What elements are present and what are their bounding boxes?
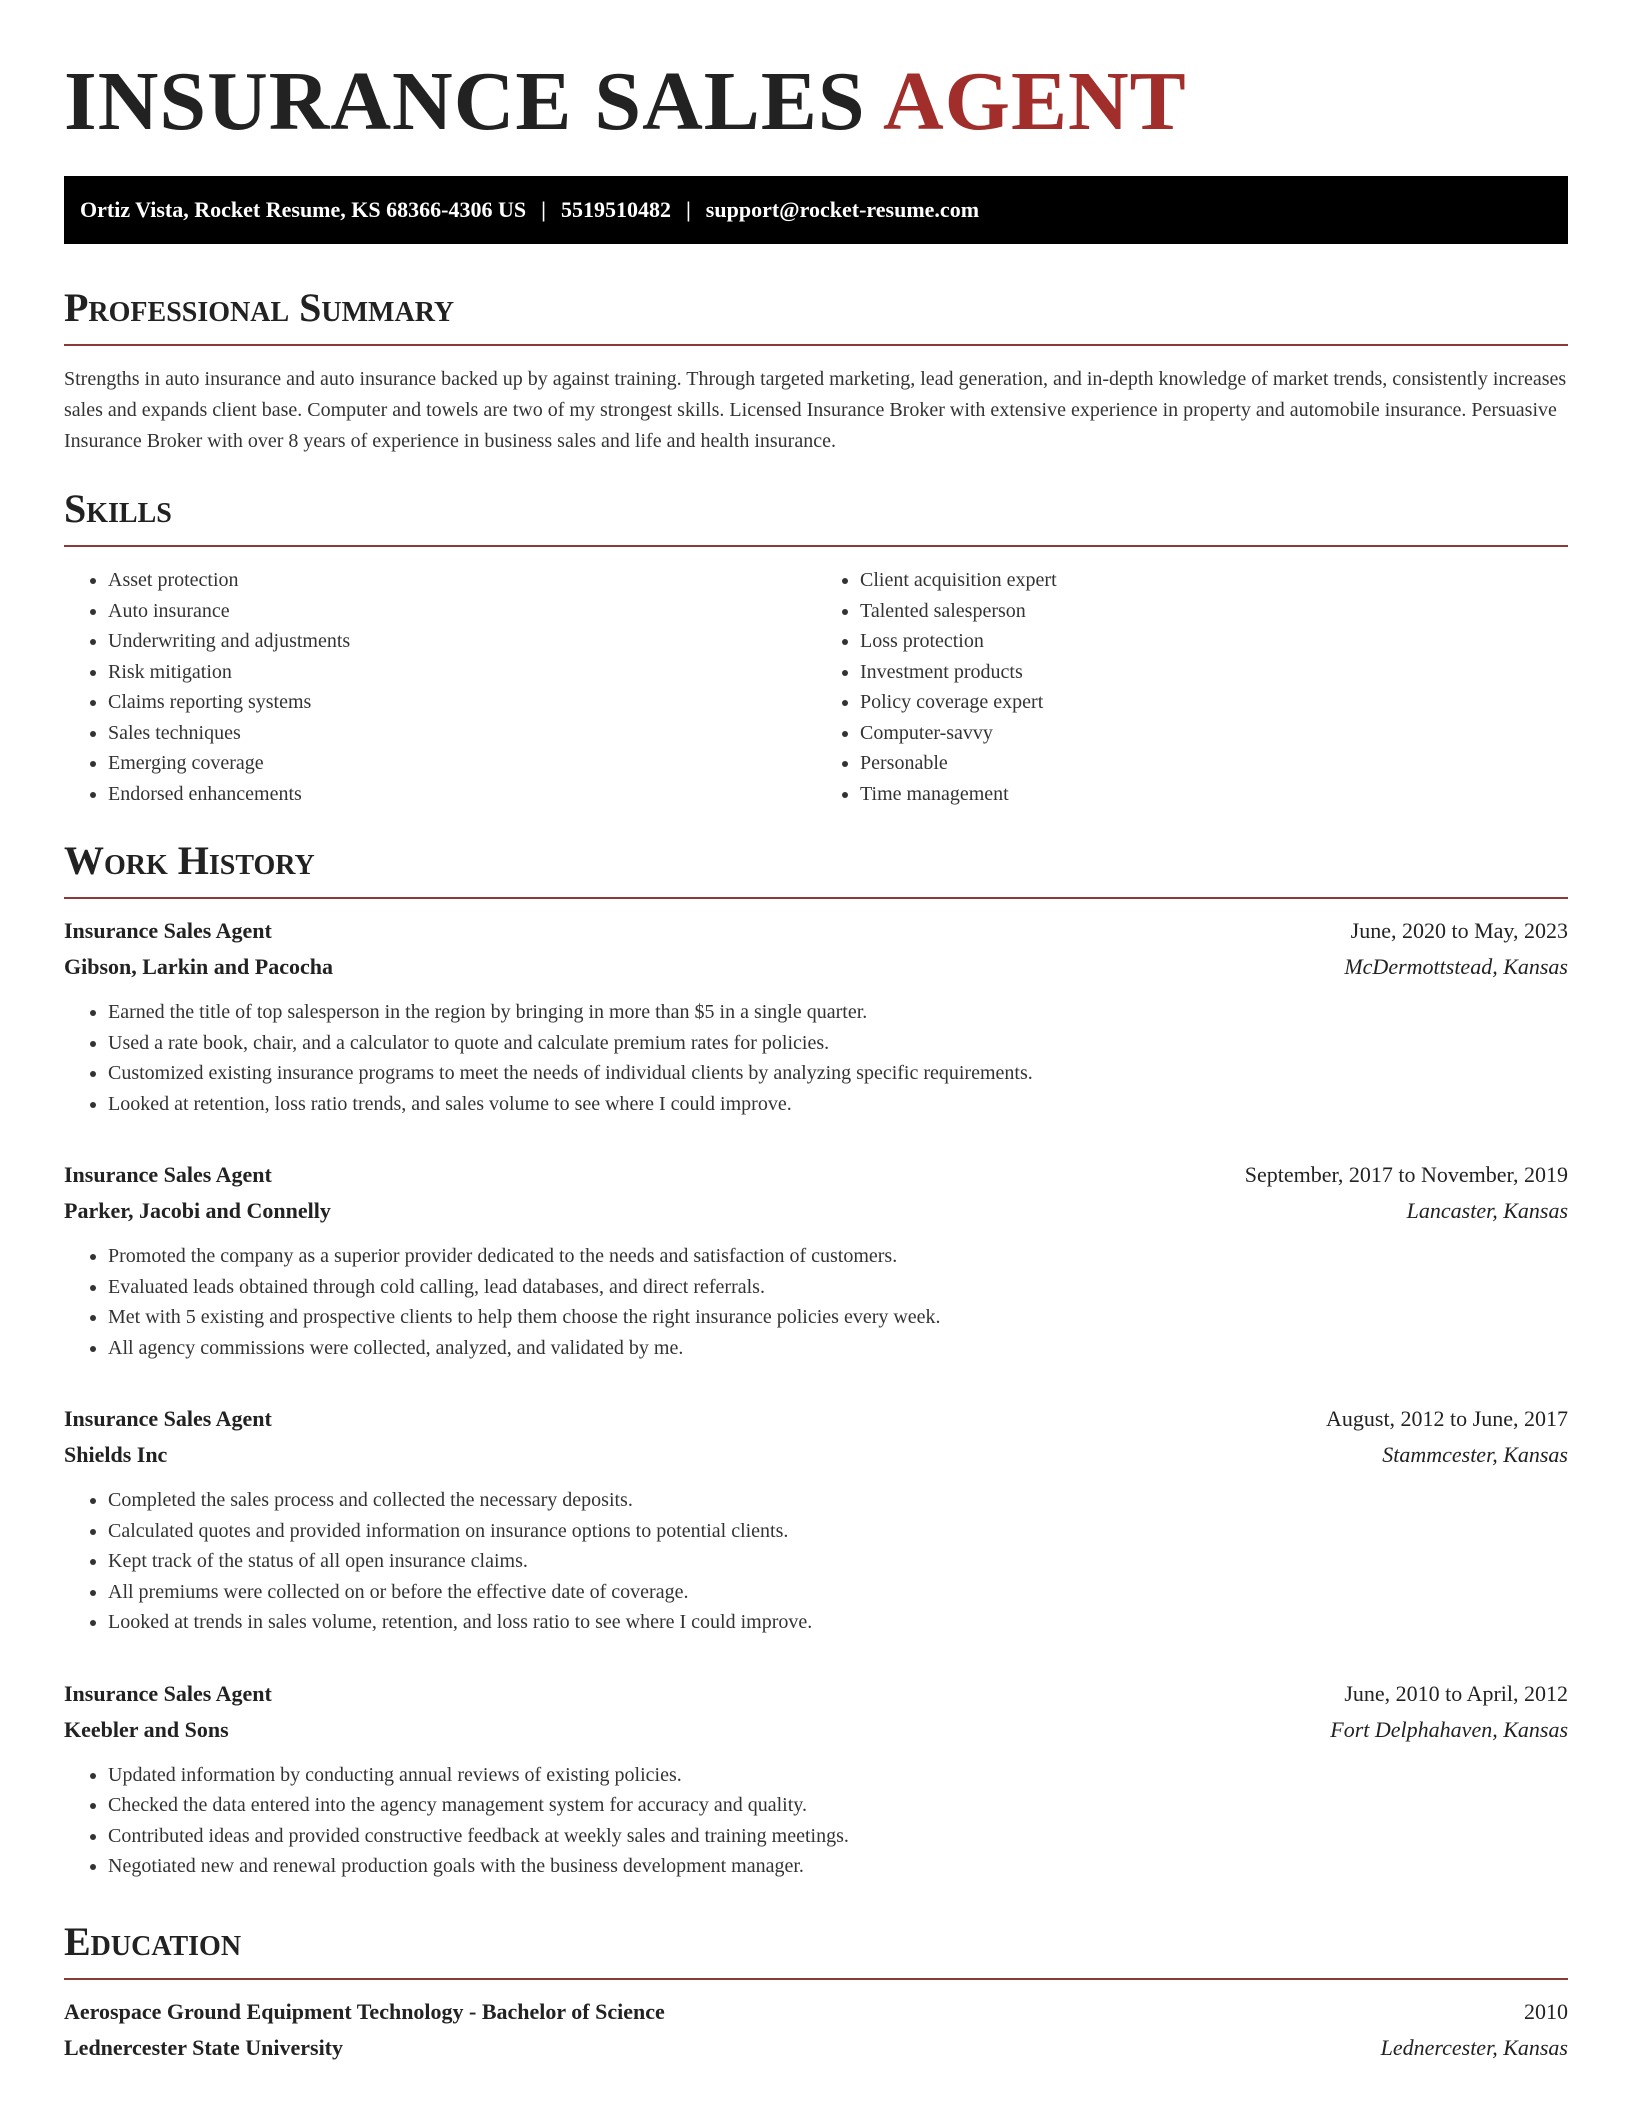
job-bullets bbox=[64, 997, 1568, 1119]
contact-email: support@rocket-resume.com bbox=[705, 197, 980, 222]
skills-columns bbox=[64, 565, 1568, 809]
skill-item: • Underwriting and adjustments bbox=[108, 626, 816, 657]
job-title: Insurance Sales Agent bbox=[64, 1680, 272, 1706]
job-entry bbox=[64, 913, 1568, 1119]
education-row-degree bbox=[64, 1994, 1568, 2030]
education-location: Lednercester, Kansas bbox=[1380, 2034, 1568, 2060]
section-title-skills: Skills bbox=[64, 486, 172, 531]
skills-list-right bbox=[816, 565, 1568, 809]
skill-item: • Policy coverage expert bbox=[860, 687, 1568, 718]
section-divider bbox=[64, 1978, 1568, 1980]
contact-separator: | bbox=[541, 197, 546, 222]
education-year: 2010 bbox=[1524, 1998, 1568, 2024]
job-list bbox=[64, 913, 1568, 1882]
job-bullet: • Evaluated leads obtained through cold calling, lead databases, and direct referrals. bbox=[108, 1272, 1568, 1303]
skill-item: • Sales techniques bbox=[108, 718, 816, 749]
contact-address: Ortiz Vista, Rocket Resume, KS 68366-4306 US bbox=[80, 197, 527, 222]
section-divider bbox=[64, 344, 1568, 346]
job-header-row bbox=[64, 1157, 1568, 1193]
job-bullets bbox=[64, 1241, 1568, 1363]
skill-item: • Computer-savvy bbox=[860, 718, 1568, 749]
education-degree: Aerospace Ground Equipment Technology - Bachelor of Science bbox=[64, 1998, 665, 2024]
job-bullets bbox=[64, 1485, 1568, 1638]
job-company-row bbox=[64, 1193, 1568, 1229]
job-location: McDermottstead, Kansas bbox=[1344, 954, 1568, 979]
job-bullet: • Updated information by conducting annual reviews of existing policies. bbox=[108, 1760, 1568, 1791]
job-entry bbox=[64, 1676, 1568, 1882]
job-bullet: • Negotiated new and renewal production goals with the business development manager. bbox=[108, 1851, 1568, 1882]
skill-item: • Claims reporting systems bbox=[108, 687, 816, 718]
job-bullet: • Looked at retention, loss ratio trends, and sales volume to see where I could improve. bbox=[108, 1089, 1568, 1120]
job-header-row bbox=[64, 1401, 1568, 1437]
skill-item: • Client acquisition expert bbox=[860, 565, 1568, 596]
skill-item: • Investment products bbox=[860, 657, 1568, 688]
job-entry bbox=[64, 1157, 1568, 1363]
resume-name bbox=[64, 52, 1568, 152]
job-header-row bbox=[64, 913, 1568, 949]
skill-item: • Risk mitigation bbox=[108, 657, 816, 688]
section-divider bbox=[64, 897, 1568, 899]
job-title: Insurance Sales Agent bbox=[64, 918, 272, 943]
job-bullet: • Promoted the company as a superior provider dedicated to the needs and satisfaction of customers. bbox=[108, 1241, 1568, 1272]
job-header-row bbox=[64, 1676, 1568, 1712]
job-bullet: • Earned the title of top salesperson in the region by bringing in more than $5 in a single quarter. bbox=[108, 997, 1568, 1028]
contact-bar bbox=[64, 176, 1568, 244]
summary-section bbox=[64, 286, 1568, 457]
section-title-summary: Professional Summary bbox=[64, 285, 455, 330]
job-title: Insurance Sales Agent bbox=[64, 1162, 272, 1187]
job-company-row bbox=[64, 1712, 1568, 1748]
job-dates: September, 2017 to November, 2019 bbox=[1244, 1162, 1568, 1187]
skill-item: • Emerging coverage bbox=[108, 748, 816, 779]
job-company: Parker, Jacobi and Connelly bbox=[64, 1198, 331, 1223]
contact-phone: 5519510482 bbox=[560, 197, 671, 222]
job-bullet: • Looked at trends in sales volume, retention, and loss ratio to see where I could improve. bbox=[108, 1607, 1568, 1638]
education-row-school bbox=[64, 2030, 1568, 2066]
job-dates: June, 2020 to May, 2023 bbox=[1350, 918, 1568, 943]
contact-separator: | bbox=[685, 197, 691, 222]
job-dates: June, 2010 to April, 2012 bbox=[1344, 1680, 1568, 1706]
skill-item: • Personable bbox=[860, 748, 1568, 779]
name-first: INSURANCE SALES bbox=[64, 55, 866, 148]
job-company: Gibson, Larkin and Pacocha bbox=[64, 954, 333, 979]
skill-item: • Talented salesperson bbox=[860, 596, 1568, 627]
job-bullet: • Customized existing insurance programs to meet the needs of individual clients by analyzing specific requirements. bbox=[108, 1058, 1568, 1089]
education-section bbox=[64, 1920, 1568, 2066]
skills-list-left bbox=[64, 565, 816, 809]
job-bullets bbox=[64, 1760, 1568, 1882]
job-company: Shields Inc bbox=[64, 1442, 168, 1467]
skill-item: • Auto insurance bbox=[108, 596, 816, 627]
job-location: Lancaster, Kansas bbox=[1406, 1198, 1568, 1223]
job-entry bbox=[64, 1401, 1568, 1638]
skill-item: • Time management bbox=[860, 779, 1568, 810]
work-section bbox=[64, 839, 1568, 1882]
job-bullet: • Checked the data entered into the agency management system for accuracy and quality. bbox=[108, 1790, 1568, 1821]
job-title: Insurance Sales Agent bbox=[64, 1406, 272, 1431]
job-location: Stammcester, Kansas bbox=[1382, 1442, 1568, 1467]
skill-item: • Asset protection bbox=[108, 565, 816, 596]
name-last: AGENT bbox=[882, 55, 1187, 148]
job-bullet: • Used a rate book, chair, and a calculator to quote and calculate premium rates for policies. bbox=[108, 1028, 1568, 1059]
section-title-work: Work History bbox=[64, 838, 315, 883]
job-bullet: • All premiums were collected on or before the effective date of coverage. bbox=[108, 1577, 1568, 1608]
job-bullet: • Completed the sales process and collected the necessary deposits. bbox=[108, 1485, 1568, 1516]
skills-section bbox=[64, 487, 1568, 809]
job-dates: August, 2012 to June, 2017 bbox=[1326, 1406, 1568, 1431]
job-bullet: • Contributed ideas and provided constructive feedback at weekly sales and training meetings. bbox=[108, 1821, 1568, 1852]
job-bullet: • Kept track of the status of all open insurance claims. bbox=[108, 1546, 1568, 1577]
job-company-row bbox=[64, 1437, 1568, 1473]
section-divider bbox=[64, 545, 1568, 547]
job-company: Keebler and Sons bbox=[64, 1716, 229, 1742]
job-bullet: • Calculated quotes and provided information on insurance options to potential clients. bbox=[108, 1516, 1568, 1547]
job-bullet: • Met with 5 existing and prospective clients to help them choose the right insurance policies every week. bbox=[108, 1302, 1568, 1333]
job-bullet: • All agency commissions were collected, analyzed, and validated by me. bbox=[108, 1333, 1568, 1364]
job-location: Fort Delphahaven, Kansas bbox=[1330, 1716, 1568, 1742]
skill-item: • Loss protection bbox=[860, 626, 1568, 657]
section-title-education: Education bbox=[64, 1918, 242, 1964]
job-company-row bbox=[64, 949, 1568, 985]
education-school: Lednercester State University bbox=[64, 2034, 344, 2060]
summary-text: Strengths in auto insurance and auto insurance backed up by against training. Through targeted marketing, lead generation, and in-depth knowledge of market trends, consistently increases sales and expands client base. Computer and towels are two of my strongest skills. Licensed Insurance Broker with extensive experience in property and automobile insurance. Persuasive Insurance Broker with over 8 years of experience in business sales and life and health insurance. bbox=[64, 368, 1567, 452]
skill-item: • Endorsed enhancements bbox=[108, 779, 816, 810]
